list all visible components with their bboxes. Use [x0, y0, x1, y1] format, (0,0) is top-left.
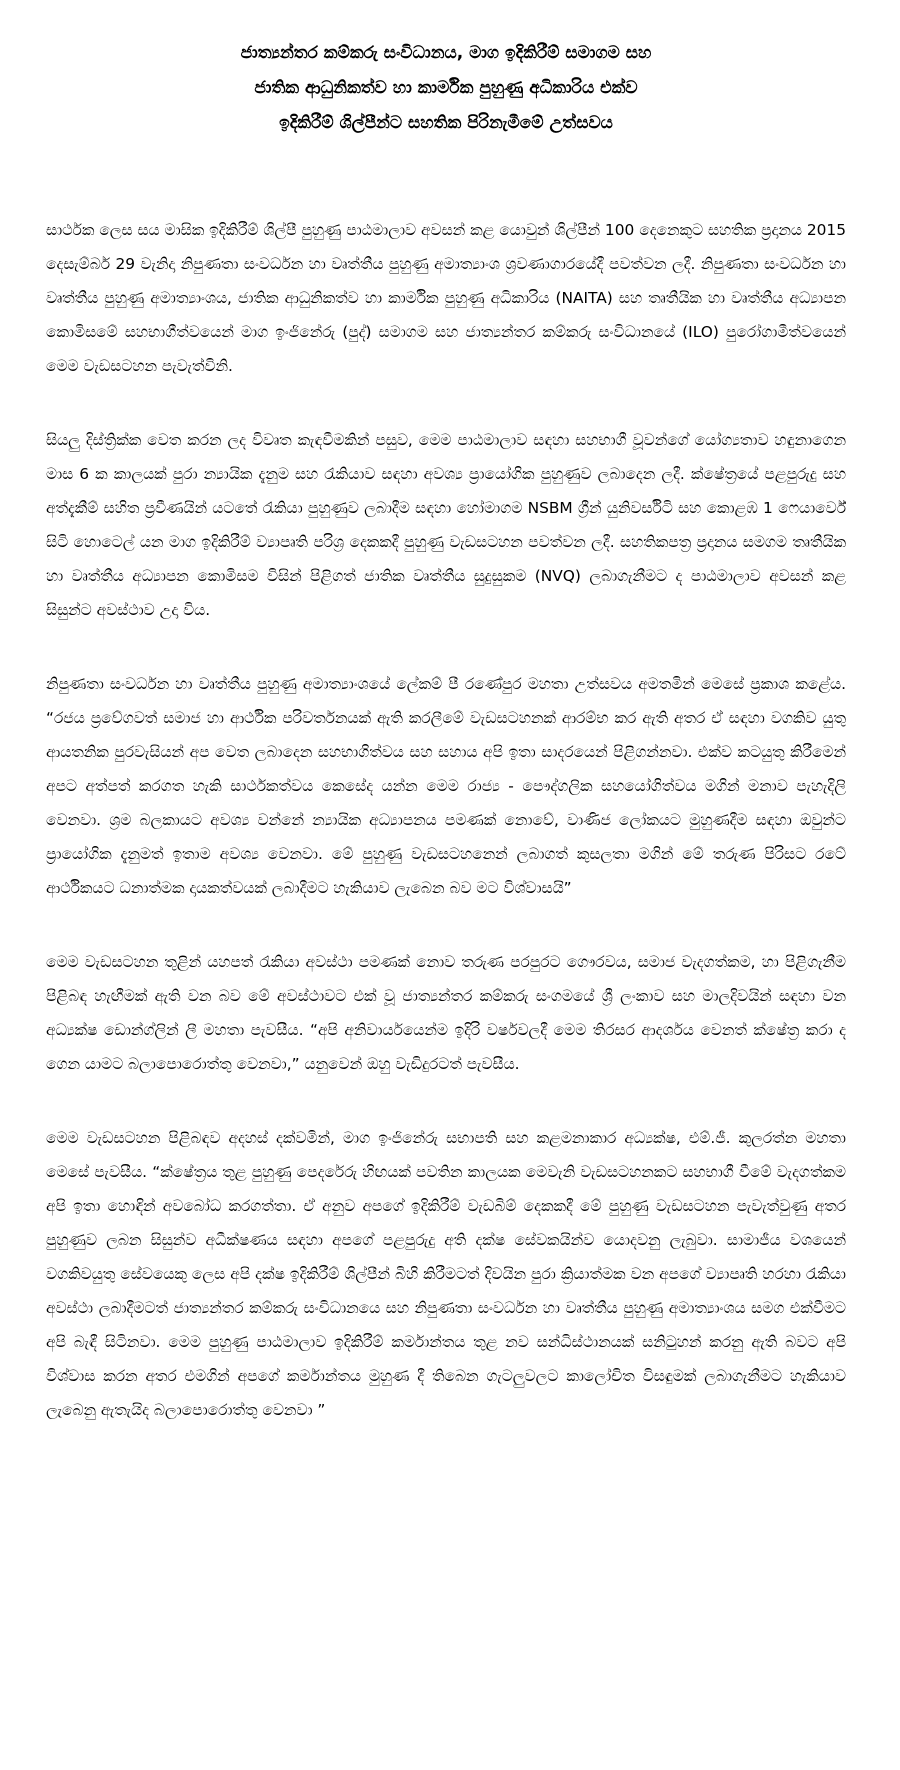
paragraph-1: සාර්ථක ලෙස සය මාසික ඉදිකිරීම් ශිල්පී පුහුණු පාඨමාලාව අවසන් කළ යොවුන් ශිල්පීන් 100 දෙනෙකුට සහතික ප්‍රදානය 2015 දෙසැම්බර් 29 වැනිදා නිපුණතා සංවර්ධන හා වෘත්තීය පුහුණු අමාත්‍යාංශ ශ්‍රවණාගාරයේදී පවත්වන ලදී. නිපුණතා සංවර්ධන හා වෘත්තීය පුහුණු අමාත්‍යාංශය, ජාතික ආධුනිකත්ව හා කාර්මික පුහුණු අධිකාරිය (NAITA) සහ තෘතීයික හා වෘත්තීය අධ්‍යාපන කොමිසමේ සහභාගීත්වයෙන් මාග ඉංජිනේරු (පුද්) සමාගම සහ ජාත්‍යන්තර කම්කරු සංවිධානයේ (ILO) පුරෝගාමීත්වයෙන් මෙම වැඩසටහන පැවැත්විනි. — [46, 221, 846, 375]
title-line-1: ජාත්‍යන්තර කම්කරු සංවිධානය, මාග ඉදිකිරීම් සමාගම සහ — [240, 43, 652, 63]
title-line-3: ඉදිකිරීම් ශිල්පීන්ට සහතික පිරිනැමීමේ උත්සවය — [279, 113, 613, 133]
paragraph-5: මෙම වැඩසටහන පිළිබඳව අදහස් දක්වමින්, මාග ඉංජිනේරු සභාපති සහ කළමනාකාර අධ්‍යක්ෂ, එම්.ජී. කුලරත්න මහතා මෙසේ පැවසීය. “ක්ෂේත්‍රය තුළ පුහුණු පෙදරේරු හිඟයක් පවතින කාලයක මෙවැනි වැඩසටහනකට සහභාගී වීමේ වැදගත්කම අපි ඉතා හොඳින් අවබෝධ කරගත්තා. ඒ අනුව අපගේ ඉදිකිරීම් වැඩබිම් දෙකකදී මේ පුහුණු වැඩසටහන පැවැත්වුණු අතර පුහුණුව ලබන සිසුන්ව අධීක්ෂණය සඳහා අපගේ පළපුරුදු අති දක්ෂ සේවකයින්ව යොදවනු ලැබුවා. සාමාජීය වශයෙන් වගකිවයුතු සේවයෙකු ලෙස අපි දක්ෂ ඉදිකිරීම් ශිල්පීන් බිහි කිරීමටත් දිවයින පුරා ක්‍රියාත්මක වන අපගේ ව්‍යාපෘති හරහා රැකියා අවස්ථා ලබාදීමටත් ජාත්‍යන්තර කම්කරු සංවිධානයෙ සහ නිපුණතා සංවර්ධන හා වෘත්තීය පුහුණු අමාත්‍යාංශය සමග එක්වීමට අපි බැඳී සිටිනවා. මෙම පුහුණු පාඨමාලාව ඉදිකිරීම් කර්මාන්තය තුළ නව සන්ධිස්ථානයක් සනිටුහන් කරනු ඇති බවට අපි විශ්වාස කරන අතර එමගින් අපගේ කර්මාන්තය මුහුණ දී තිබෙන ගැටලුවලට කාලෝචිත විසඳුමක් ලබාගැනීමට හැකියාව ලැබෙනු ඇතැයිද බලාපොරොත්තු වෙනවා ” — [46, 1129, 846, 1419]
title-line-2: ජාතික ආධුනිකත්ව හා කාර්මික පුහුණු අධිකාරිය එක්ව — [254, 78, 638, 98]
paragraph-2: සියලු දිස්ත්‍රික්ක වෙත කරන ලද විවෘත කැඳවීමකින් පසුව, මෙම පාඨමාලාව සඳහා සහභාගී වූවන්ගේ යෝග්‍යතාව හඳුනාගෙන මාස 6 ක කාලයක් පුරා න්‍යායික දැනුම සහ රැකියාව සඳහා අවශ්‍ය ප්‍රායෝගික පුහුණුව ලබාදෙන ලදී. ක්ෂේත්‍රයේ පළපුරුදු සහ අත්දැකීම් සහිත ප්‍රවීණයින් යටතේ රැකියා පුහුණුව ලබාදීම සඳහා හෝමාගම NSBM ග්‍රීන් යුනිවර්සිටි සහ කොළඹ 1 ෆෙයාර්වේ සිටි හොටෙල් යන මාග ඉදිකිරීම් ව්‍යාපෘති පරිශ්‍ර දෙකකදී පුහුණු වැඩසටහන පවත්වන ලදී. සහතිකපත්‍ර ප්‍රදානය සමගම තෘතීයික හා වෘත්තීය අධ්‍යාපන කොමිසම විසින් පිළිගත් ජාතික වෘත්තීය සුදුසුකම (NVQ) ලබාගැනීමට ද පාඨමාලාව අවසන් කළ සිසුන්ට අවස්ථාව උදා විය. — [46, 431, 846, 619]
paragraph-3: නිපුණතා සංවර්ධන හා වෘත්තීය පුහුණු අමාත්‍යාංශයේ ලේකම් පී රණේපුර මහතා උත්සවය අමතමින් මෙසේ ප්‍රකාශ කළේය. “රජය ප්‍රවේගවත් සමාජ හා ආර්ථික පරිවර්තනයක් ඇති කරලීමේ වැඩසටහනක් ආරම්භ කර ඇති අතර ඒ සඳහා වගකිව යුතු ආයතනික පුරවැසියන් අප වෙත ලබාදෙන සහභාගිත්වය සහ සහාය අපි ඉතා සාදරයෙන් පිළිගන්නවා. එක්ව කටයුතු කිරීමෙන් අපට අත්පත් කරගත හැකි සාර්ථකත්වය කෙසේද යන්න මෙම රාජ්‍ය - පෞද්ගලික සහයෝගිත්වය මගින් මනාව පැහැදිලි වෙනවා. ශ්‍රම බලකායට අවශ්‍ය වන්නේ න්‍යායික අධ්‍යාපනය පමණක් නොවේ, වාණිජ ලෝකයට මුහුණදීම සඳහා ඔවුන්ට ප්‍රායෝගික දැනුමත් ඉතාම අවශ්‍ය වෙනවා. මේ පුහුණු වැඩසටහනෙන් ලබාගත් කුසලතා මගින් මේ තරුණ පිරිසට රටේ ආර්ථිකයට ධනාත්මක දායකත්වයක් ලබාදීමට හැකියාව ලැබෙන බව මට විශ්වාසයි” — [46, 675, 846, 897]
paragraph-4: මෙම වැඩසටහන තුළින් යහපත් රැකියා අවස්ථා පමණක් නොව තරුණ පරපුරට ගෞරවය, සමාජ වැදගත්කම, හා පිළිගැනීම පිළිබඳ හැඟීමක් ඇති වන බව මේ අවස්ථාවට එක් වූ ජාත්‍යන්තර කම්කරු සංගමයේ ශ්‍රී ලංකාව සහ මාලදිවයින් සඳහා වන අධ්‍යක්ෂ ඩොන්ග්ලින් ලී මහතා පැවසීය. “අපි අනිවාර්යයෙන්ම ඉදිරි වර්ෂවලදී මෙම තිරසර ආදර්ශය වෙනත් ක්ෂේත්‍ර කරා ද ගෙන යාමට බලාපොරොත්තු වෙනවා,” යනුවෙන් ඔහු වැඩිදුරටත් පැවසීය. — [46, 953, 846, 1073]
document-title — [46, 36, 846, 141]
